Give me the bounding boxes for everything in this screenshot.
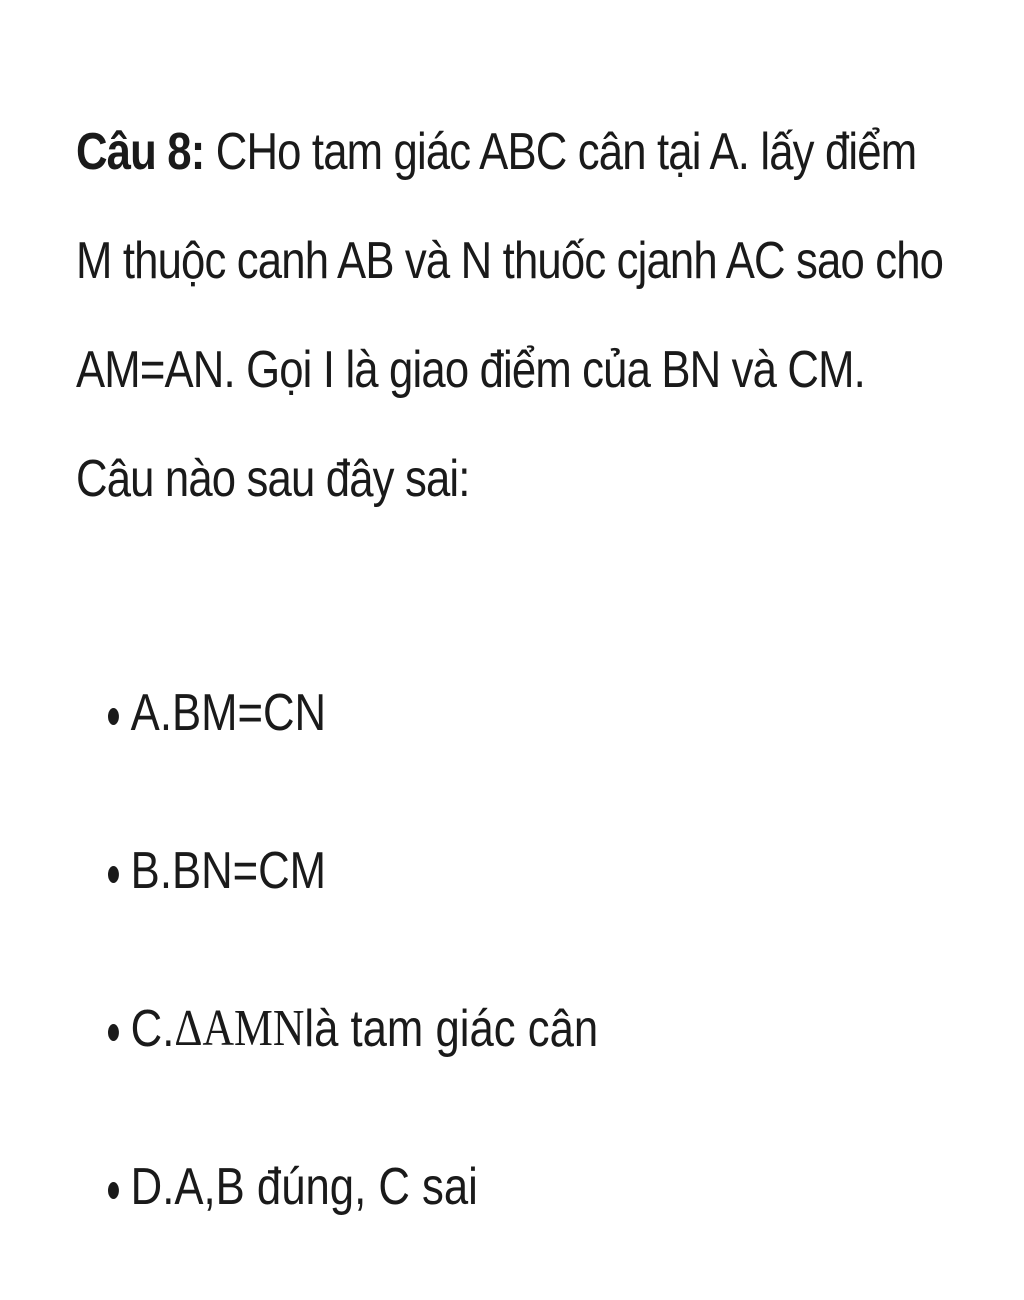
bullet-icon [108,708,119,725]
bullet-icon [108,1024,119,1041]
bullet-icon [108,1182,119,1199]
answer-option-c-math: ΔAMN [174,1000,305,1057]
answer-options-list [108,668,598,1300]
answer-option-c[interactable] [108,984,598,1142]
answer-option-a[interactable] [108,668,598,826]
answer-option-b-text: B.BN=CM [130,842,327,900]
question-body: CHo tam giác ABC cân tại A. lấy điểm M thuộc canh AB và N thuốc cjanh AC sao cho AM=AN. Gọi I là giao điểm của BN và CM. Câu nào sau đây sai: [76,123,944,508]
bullet-icon [108,866,119,883]
answer-option-c-suffix: là tam giác cân [304,1000,599,1058]
question-text [76,98,950,534]
answer-option-d[interactable] [108,1142,598,1300]
answer-option-b[interactable] [108,826,598,984]
answer-option-c-prefix: C. [130,1000,175,1058]
answer-option-d-text: D.A,B đúng, C sai [130,1158,478,1216]
question-label: Câu 8: [76,123,205,181]
answer-option-a-text: A.BM=CN [130,684,327,742]
